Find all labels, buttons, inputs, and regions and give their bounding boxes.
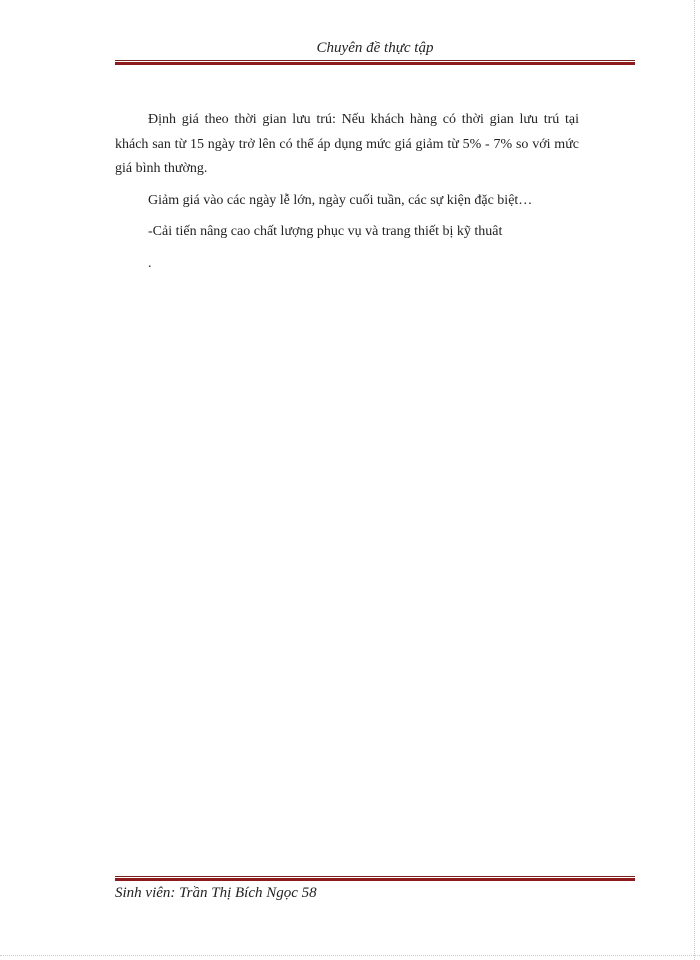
header-rule xyxy=(115,60,635,66)
page-footer-text: Sinh viên: Trần Thị Bích Ngọc 58 xyxy=(115,885,317,901)
page-edge-right xyxy=(694,0,695,960)
document-body xyxy=(115,108,579,283)
paragraph-dot: . xyxy=(148,255,152,271)
paragraph-holiday-discount: Giảm giá vào các ngày lễ lớn, ngày cuối tuần, các sự kiện đặc biệt… xyxy=(148,192,533,208)
page-header-title: Chuyên đề thực tập xyxy=(316,40,434,56)
paragraph-pricing-stay: Định giá theo thời gian lưu trú: Nếu khách hàng có thời gian lưu trú tại khách san từ 15 ngày trở lên có thể áp dụng mức giá giảm từ 5% - 7% so với mức giá bình thường. xyxy=(115,112,579,176)
footer-rule xyxy=(115,876,635,882)
paragraph-service-improvement: -Cải tiến nâng cao chất lượng phục vụ và trang thiết bị kỹ thuât xyxy=(148,224,503,239)
page-edge-bottom xyxy=(0,955,700,956)
